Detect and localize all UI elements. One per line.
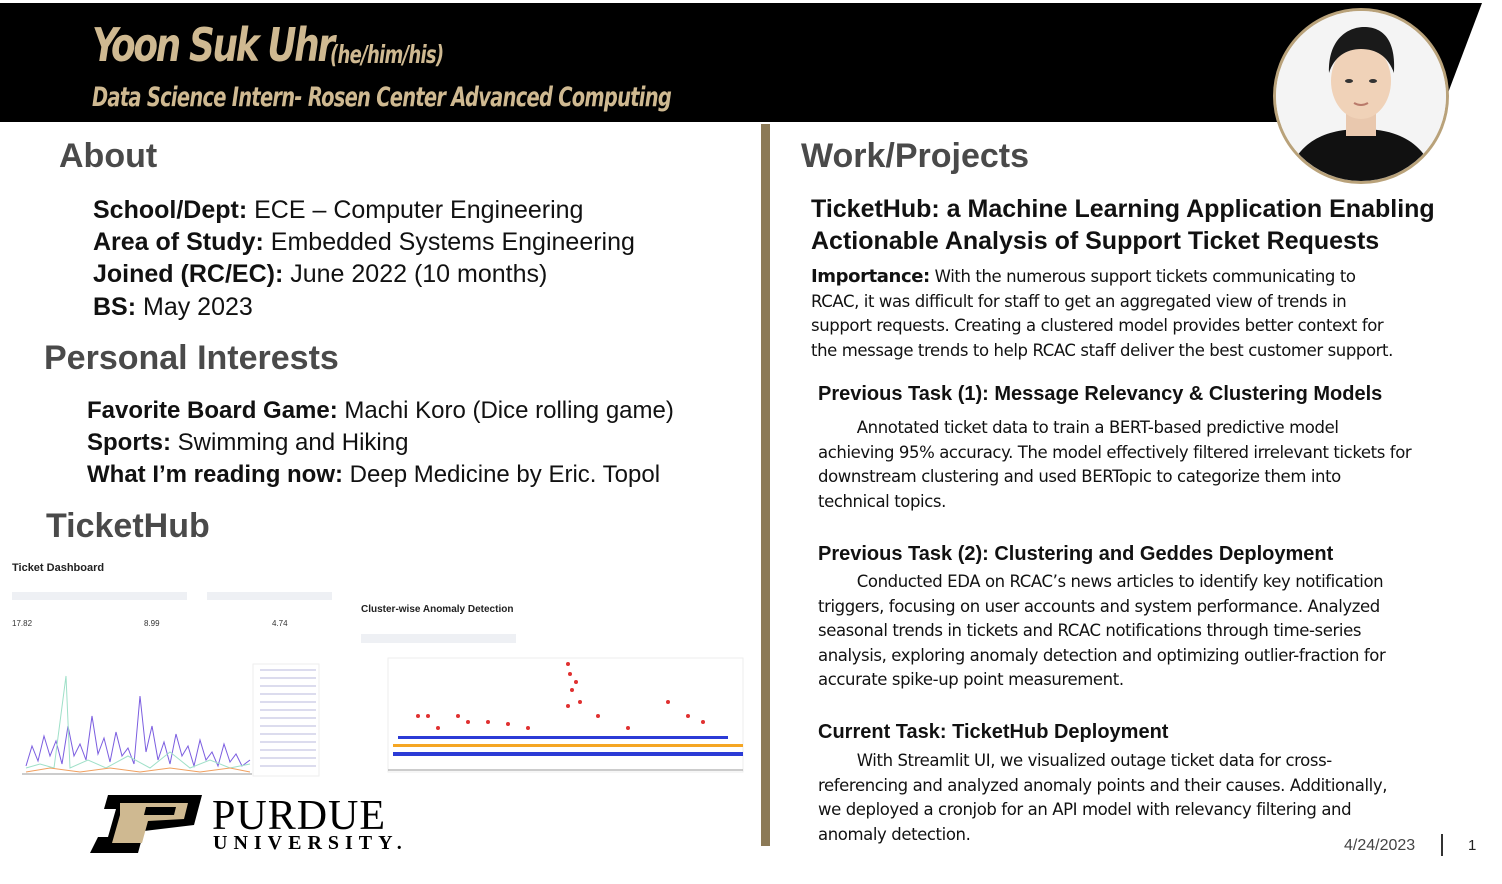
- person-portrait-icon: [1276, 11, 1446, 181]
- task-line: Conducted EDA on RCAC’s news articles to identify key notification: [818, 572, 1384, 591]
- dashboard-title: Ticket Dashboard: [12, 562, 105, 574]
- interest-item-board-game: [87, 397, 674, 425]
- importance-line: [811, 265, 1451, 290]
- about-item-joined: [93, 260, 547, 289]
- anomaly-scatter-chart: [358, 652, 753, 786]
- anomaly-chart-title: Cluster-wise Anomaly Detection: [361, 604, 514, 615]
- task-line: anomaly detection.: [818, 824, 971, 844]
- task-3-paragraph: [818, 749, 1448, 847]
- about-item-school: [93, 196, 583, 225]
- task-1-paragraph: [818, 416, 1448, 514]
- task-line: technical topics.: [818, 491, 946, 511]
- interest-item-reading: [87, 461, 660, 489]
- dashboard-filter-box: [207, 592, 332, 600]
- importance-label: Importance:: [811, 266, 930, 287]
- about-label: Joined (RC/EC):: [93, 260, 284, 288]
- about-label: Area of Study:: [93, 228, 264, 256]
- importance-line: the message trends to help RCAC staff deliver the best customer support.: [811, 340, 1393, 360]
- interest-value: Swimming and Hiking: [171, 429, 409, 456]
- presenter-title: Data Science Intern- Rosen Center Advanced Computing: [92, 82, 672, 113]
- task-2-title: Previous Task (2): Clustering and Geddes Deployment: [818, 543, 1334, 565]
- dashboard-metric: 4.74: [272, 619, 288, 628]
- dashboard-metric: 8.99: [144, 619, 160, 628]
- tickethub-heading: TicketHub: [46, 507, 210, 545]
- interest-label: Sports:: [87, 429, 171, 456]
- presenter-pronouns: (he/him/his): [330, 40, 444, 69]
- about-label: School/Dept:: [93, 196, 248, 224]
- interest-value: Machi Koro (Dice rolling game): [337, 397, 674, 424]
- dashboard-metric: 17.82: [12, 619, 33, 628]
- task-line: we deployed a cronjob for an API model with relevancy filtering and: [818, 800, 1352, 819]
- about-heading: About: [59, 137, 158, 175]
- task-line: achieving 95% accuracy. The model effectively filtered irrelevant tickets for: [818, 442, 1412, 462]
- task-3-title: Current Task: TicketHub Deployment: [818, 721, 1169, 743]
- project-title-line-1: TicketHub: a Machine Learning Application Enabling: [811, 195, 1435, 223]
- importance-line: RCAC, it was difficult for staff to get an aggregated view of trends in: [811, 291, 1347, 311]
- task-line: seasonal trends in tickets and RCAC notifications through time-series: [818, 621, 1362, 640]
- interest-label: Favorite Board Game:: [87, 397, 338, 424]
- importance-line: support requests. Creating a clustered model provides better context for: [811, 316, 1384, 335]
- task-2-paragraph: [818, 570, 1448, 693]
- task-line: Annotated ticket data to train a BERT-based predictive model: [818, 418, 1339, 437]
- task-line: downstream clustering and used BERTopic to categorize them into: [818, 467, 1341, 486]
- footer-separator: [1441, 834, 1443, 856]
- interests-heading: Personal Interests: [44, 339, 339, 377]
- project-title-line-2: Actionable Analysis of Support Ticket Requests: [811, 227, 1380, 255]
- cluster-select: [361, 634, 516, 643]
- ticket-trend-chart: [10, 656, 350, 786]
- purdue-wordmark: PURDUE: [212, 793, 387, 839]
- column-divider: [761, 124, 770, 846]
- interest-label: What I’m reading now:: [87, 461, 343, 488]
- task-1-title: Previous Task (1): Message Relevancy & Clustering Models: [818, 383, 1383, 405]
- about-value: June 2022 (10 months): [283, 260, 548, 288]
- work-heading: Work/Projects: [801, 137, 1030, 175]
- about-value: May 2023: [136, 293, 253, 321]
- task-line: accurate spike-up point measurement.: [818, 670, 1124, 689]
- slide-page-number: 1: [1468, 837, 1477, 854]
- university-wordmark: UNIVERSITY.: [213, 832, 408, 854]
- about-value: Embedded Systems Engineering: [263, 228, 635, 256]
- task-line: triggers, focusing on user accounts and system performance. Analyzed: [818, 596, 1380, 616]
- profile-photo: [1273, 8, 1449, 184]
- interest-value: Deep Medicine by Eric. Topol: [343, 461, 661, 488]
- importance-paragraph: [811, 265, 1451, 363]
- slide-date: 4/24/2023: [1344, 837, 1416, 854]
- about-label: BS:: [93, 293, 137, 321]
- task-line: With Streamlit UI, we visualized outage ticket data for cross-: [818, 751, 1332, 770]
- purdue-p-logo-icon: [90, 795, 202, 853]
- presenter-name: Yoon Suk Uhr: [92, 18, 333, 72]
- about-item-area: [93, 228, 635, 257]
- importance-text: With the numerous support tickets communicating to: [929, 267, 1356, 286]
- anomaly-detection-screenshot: [358, 600, 753, 786]
- dashboard-filter-box: [12, 592, 187, 600]
- interest-item-sports: [87, 429, 408, 457]
- about-value: ECE – Computer Engineering: [247, 196, 584, 224]
- task-line: referencing and analyzed anomaly points and their causes. Additionally,: [818, 775, 1388, 795]
- about-item-bs: [93, 293, 253, 322]
- task-line: analysis, exploring anomaly detection and optimizing outlier-fraction for: [818, 645, 1386, 665]
- ticket-dashboard-screenshot: [10, 556, 350, 786]
